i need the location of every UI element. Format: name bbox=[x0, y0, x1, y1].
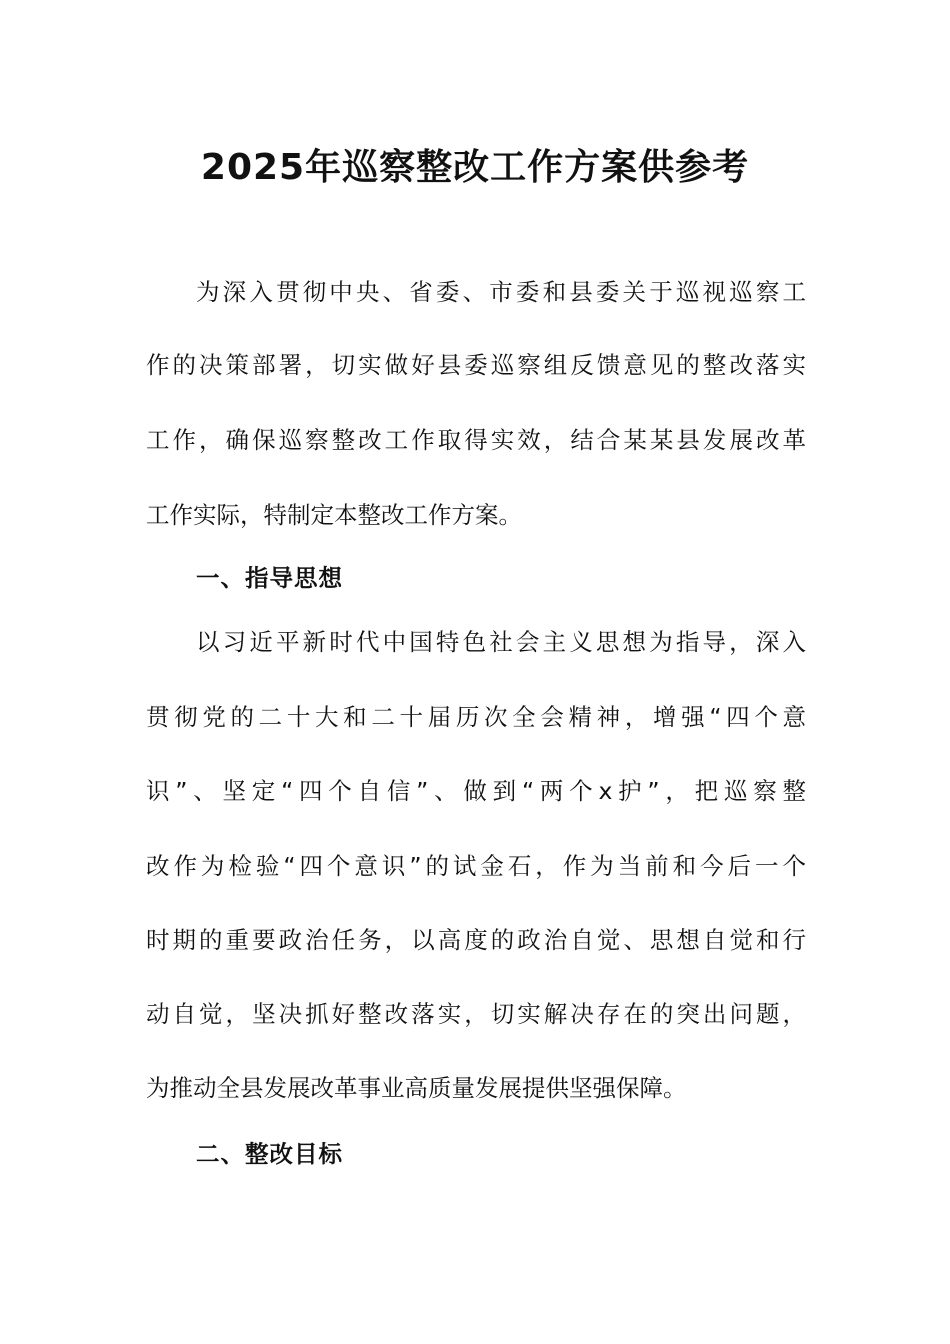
intro-line-2: 作的决策部署，切实做好县委巡察组反馈意见的整改落实 bbox=[146, 351, 806, 379]
intro-line-3: 工作，确保巡察整改工作取得实效，结合某某县发展改革 bbox=[146, 426, 806, 454]
document-title: 2025年巡察整改工作方案供参考 bbox=[200, 147, 750, 188]
intro-line-1: 为深入贯彻中央、省委、市委和县委关于巡视巡察工 bbox=[196, 278, 806, 306]
section1-line-6: 动自觉，坚决抓好整改落实，切实解决存在的突出问题， bbox=[146, 1000, 806, 1028]
section1-line-7: 为推动全县发展改革事业高质量发展提供坚强保障。 bbox=[146, 1074, 687, 1102]
section1-line-1: 以习近平新时代中国特色社会主义思想为指导，深入 bbox=[196, 628, 806, 656]
section1-line-3: 识”、坚定“四个自信”、做到“两个x护”，把巡察整 bbox=[146, 777, 806, 805]
section1-line-5: 时期的重要政治任务，以高度的政治自觉、思想自觉和行 bbox=[146, 926, 806, 954]
section-heading-rectification-goals: 二、整改目标 bbox=[196, 1140, 343, 1168]
intro-line-4: 工作实际，特制定本整改工作方案。 bbox=[146, 501, 522, 529]
section-heading-guiding-ideology: 一、指导思想 bbox=[196, 564, 343, 592]
section1-line-4: 改作为检验“四个意识”的试金石，作为当前和今后一个 bbox=[146, 852, 806, 880]
section1-line-2: 贯彻党的二十大和二十届历次全会精神，增强“四个意 bbox=[146, 703, 806, 731]
